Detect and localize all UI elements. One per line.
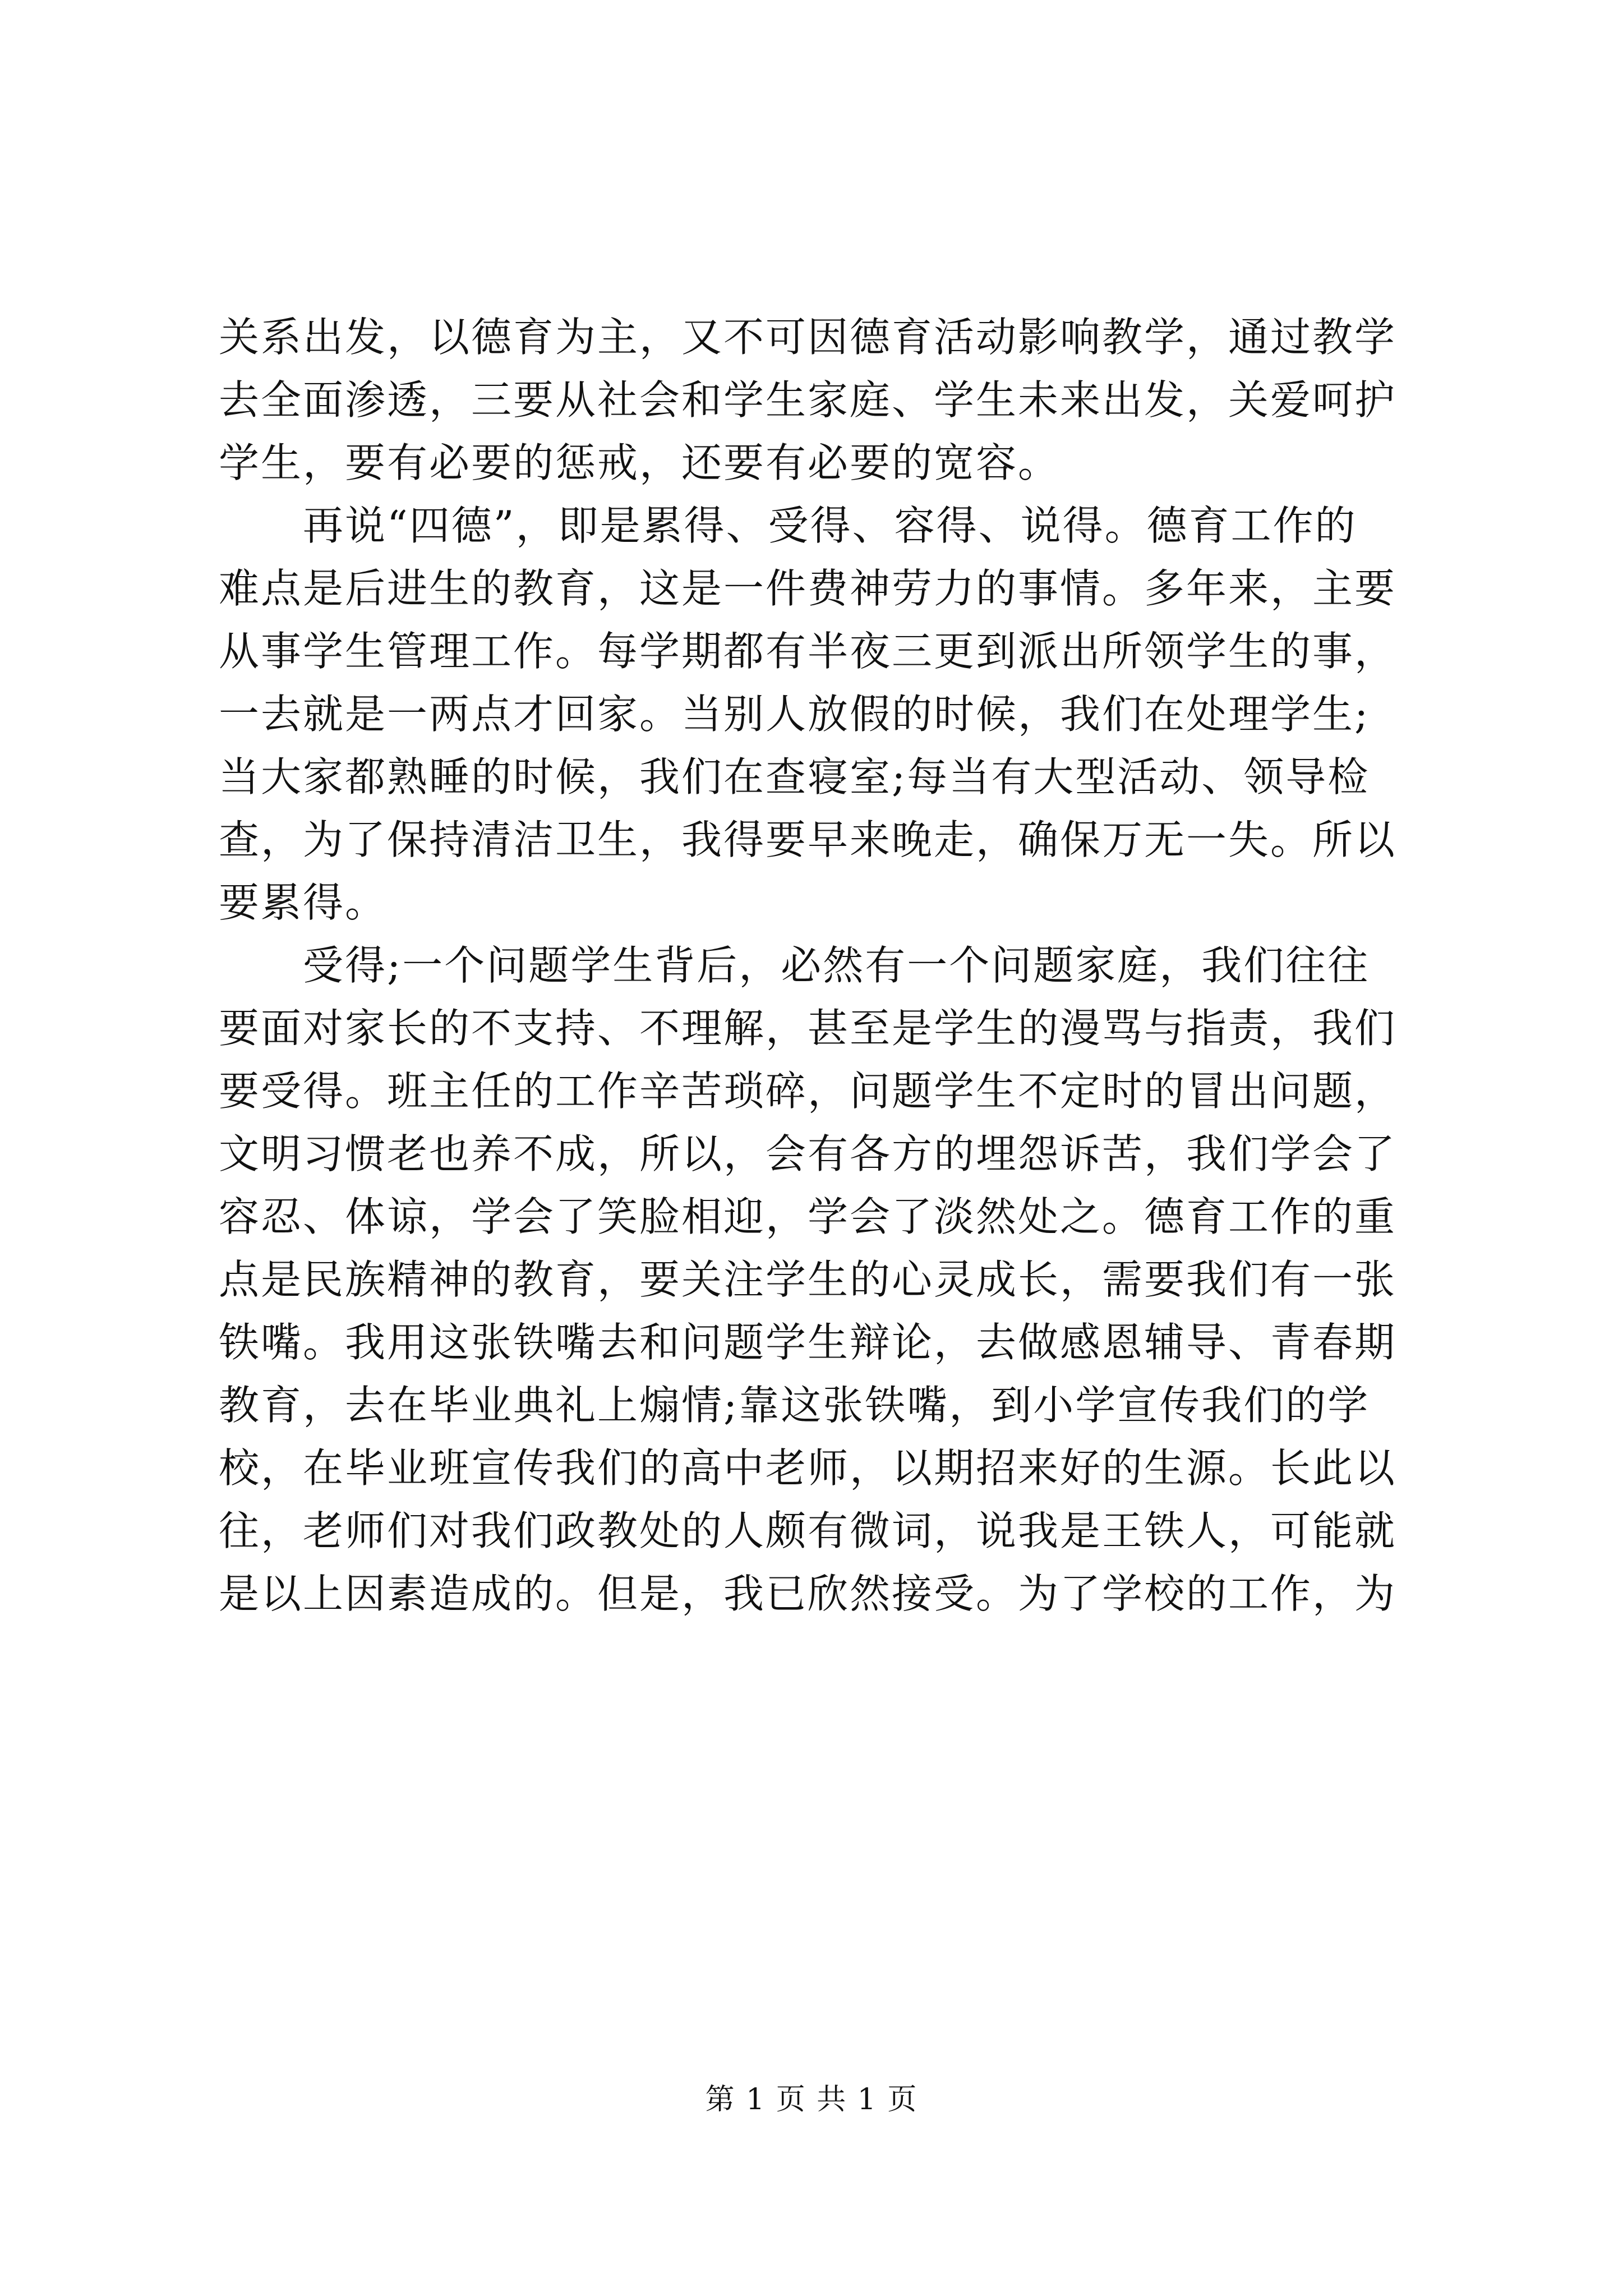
text-line: 校，在毕业班宣传我们的高中老师，以期招来好的生源。长此以 — [219, 1444, 1397, 1492]
document-body — [219, 306, 1419, 1625]
page-footer: 第 1 页 共 1 页 — [705, 2083, 918, 2116]
text-line: 难点是后进生的教育，这是一件费神劳力的事情。多年来，主要 — [219, 565, 1397, 612]
text-line: 是以上因素造成的。但是，我已欣然接受。为了学校的工作，为 — [219, 1570, 1397, 1617]
text-line: 往，老师们对我们政教处的人颇有微词，说我是王铁人，可能就 — [219, 1507, 1397, 1554]
paragraph-start-line: 受得;一个问题学生背后，必然有一个问题家庭，我们往往 — [303, 942, 1370, 989]
text-line: 容忍、体谅，学会了笑脸相迎，学会了淡然处之。德育工作的重 — [219, 1193, 1397, 1240]
text-line: 从事学生管理工作。每学期都有半夜三更到派出所领学生的事， — [219, 628, 1397, 675]
text-line: 文明习惯老也养不成，所以，会有各方的埋怨诉苦，我们学会了 — [219, 1130, 1397, 1177]
text-line: 铁嘴。我用这张铁嘴去和问题学生辩论，去做感恩辅导、青春期 — [219, 1319, 1397, 1366]
text-line: 查，为了保持清洁卫生，我得要早来晚走，确保万无一失。所以 — [219, 816, 1397, 863]
text-line: 一去就是一两点才回家。当别人放假的时候，我们在处理学生; — [219, 691, 1370, 738]
text-line: 当大家都熟睡的时候，我们在查寝室;每当有大型活动、领导检 — [219, 753, 1370, 800]
text-line: 要面对家长的不支持、不理解，甚至是学生的漫骂与指责，我们 — [219, 1005, 1397, 1052]
text-line: 要受得。班主任的工作辛苦琐碎，问题学生不定时的冒出问题， — [219, 1068, 1397, 1115]
text-line: 学生，要有必要的惩戒，还要有必要的宽容。 — [219, 439, 1061, 486]
text-line: 要累得。 — [219, 879, 388, 926]
text-line: 教育，去在毕业典礼上煽情;靠这张铁嘴，到小学宣传我们的学 — [219, 1382, 1370, 1429]
paragraph-start-line: 再说“四德”，即是累得、受得、容得、说得。德育工作的 — [303, 502, 1357, 549]
text-line: 点是民族精神的教育，要关注学生的心灵成长，需要我们有一张 — [219, 1256, 1397, 1303]
text-line: 关系出发，以德育为主，又不可因德育活动影响教学，通过教学 — [219, 314, 1397, 361]
text-line: 去全面渗透，三要从社会和学生家庭、学生未来出发，关爱呵护 — [219, 376, 1397, 424]
